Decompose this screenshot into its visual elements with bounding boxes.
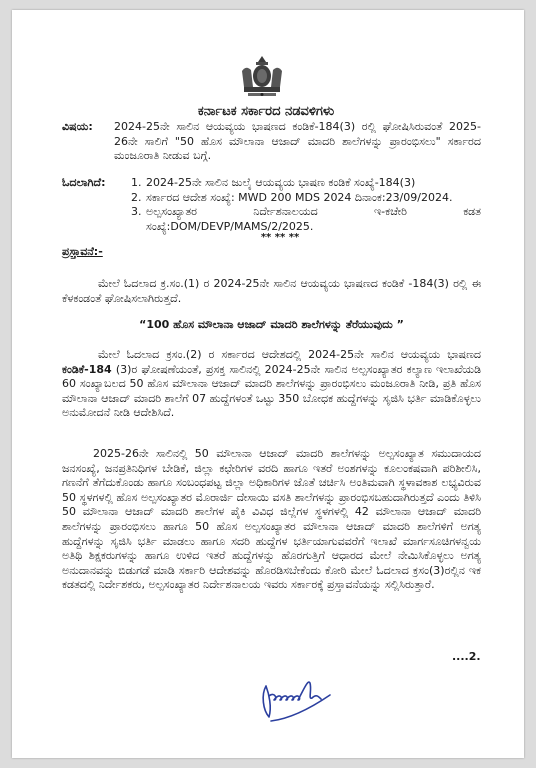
reference-text: ಅಲ್ಪಸಂಖ್ಯಾತರ ನಿರ್ದೇಶನಾಲಯದ ಇ-ಕಚೇರಿ ಕಡತ ಸಂಖ್ಯೆ:DOM/DEVP/MAMS/2/2025.: [146, 205, 481, 233]
government-emblem-icon: [237, 55, 287, 101]
announcement-quote: “100 ಹೊಸ ಮೌಲಾನಾ ಆಜಾದ್ ಮಾದರಿ ಶಾಲೆಗಳನ್ನು ತೆರೆಯುವುದು ”: [139, 318, 404, 331]
reference-text: ಸರ್ಕಾರದ ಆದೇಶ ಸಂಖ್ಯೆ: MWD 200 MDS 2024 ದಿನಾಂಕ:23/09/2024.: [146, 190, 453, 204]
paragraph-2-bold-text: ಕಂಡಿಕೆ-184: [62, 362, 112, 376]
reference-number: 2.: [131, 190, 142, 204]
references-list: [131, 176, 481, 234]
reference-text: 2024-25ನೇ ಸಾಲಿನ ಜುಲೈ ಆಯವ್ಯಯ ಭಾಷಣ ಕಂಡಿಕೆ ಸಂಖ್ಯೆ-184(3): [146, 176, 416, 189]
page-title: ಕರ್ನಾಟಕ ಸರ್ಕಾರದ ನಡವಳಿಗಳು: [197, 104, 335, 119]
read-label: ಓದಲಾಗಿದೆ:: [62, 176, 106, 189]
reference-number: 1.: [131, 176, 142, 189]
page-continuation-marker: ....2.: [452, 650, 481, 663]
document-page: [12, 10, 524, 758]
signature-icon: [248, 666, 334, 724]
subject-text: 2024-25ನೇ ಸಾಲಿನ ಆಯವ್ಯಯ ಭಾಷಣದ ಕಂಡಿಕೆ-184(3) ರಲ್ಲಿ ಘೋಷಿಸಿರುವಂತೆ 2025-26ನೇ ಸಾಲಿಗೆ "50 ಹೊಸ ಮೌಲಾನಾ ಆಜಾದ್ ಮಾದರಿ ಶಾಲೆಗಳನ್ನು ಪ್ರಾರಂಭಿಸಲು" ಸರ್ಕಾರದ ಮಂಜೂರಾತಿ ನೀಡುವ ಬಗ್ಗೆ.: [114, 120, 481, 163]
paragraph-2-text: ಮೇಲೆ ಓದಲಾದ ಕ್ರಸಂ.(2) ರ ಸರ್ಕಾರದ ಆದೇಶದಲ್ಲಿ 2024-25ನೇ ಸಾಲಿನ ಆಯವ್ಯಯ ಭಾಷಣದ: [98, 348, 481, 361]
subject-label: ವಿಷಯ:: [62, 120, 93, 133]
paragraph-3: 2025-26ನೇ ಸಾಲಿನಲ್ಲಿ 50 ಮೌಲಾನಾ ಆಜಾದ್ ಮಾದರಿ ಶಾಲೆಗಳನ್ನು ಅಲ್ಪಸಂಖ್ಯಾತ ಸಮುದಾಯದ ಜನಸಂಖ್ಯೆ, ಜನಪ್ರತಿನಿಧಿಗಳ ಬೇಡಿಕೆ, ಜಿಲ್ಲಾ ಕಛೇರಿಗಳ ವರದಿ ಹಾಗೂ ಇತರೆ ಅಂಶಗಳನ್ನು ಕೂಲಂಕಷವಾಗಿ ಪರಿಶೀಲಿಸಿ, ಗಣನೆಗೆ ತೆಗೆದುಕೊಂಡು ಹಾಗೂ ಸಂಬಂಧಪಟ್ಟ ಜಿಲ್ಲಾ ಅಧಿಕಾರಿಗಳ ಜೊತೆ ಚರ್ಚಿಸಿ ಅಂತಿಮವಾಗಿ ಸ್ಥಳಾವಕಾಶ ಲಭ್ಯವಿರುವ 50 ಸ್ಥಳಗಳಲ್ಲಿ ಹೊಸ ಅಲ್ಪಸಂಖ್ಯಾತರ ಮೊರಾರ್ಜಿ ದೇಸಾಯಿ ವಸತಿ ಶಾಲೆಗಳನ್ನು ಪ್ರಾರಂಭಿಸಬಹುದಾಗಿರುತ್ತದೆ ಎಂದು ತಿಳಿಸಿ 50 ಮೌಲಾನಾ ಆಜಾದ್ ಮಾದರಿ ಶಾಲೆಗಳ ಪೈಕಿ ವಿವಿಧ ಜಿಲ್ಲೆಗಳ ಸ್ಥಳಗಳಲ್ಲಿ 42 ಮೌಲಾನಾ ಆಜಾದ್ ಮಾದರಿ ಶಾಲೆಗಳನ್ನು ಪ್ರಾರಂಭಿಸಲು ಹಾಗೂ 50 ಹೊಸ ಅಲ್ಪಸಂಖ್ಯಾತರ ಮೌಲಾನಾ ಆಜಾದ್ ಮಾದರಿ ಶಾಲೆಗಳಿಗೆ ಅಗತ್ಯ ಹುದ್ದೆಗಳನ್ನು ಸೃಜಿಸಿ ಭರ್ತಿ ಮಾಡಲು ಹಾಗೂ ಸದರಿ ಹುದ್ದೆಗಳ ಭರ್ತಿಯಾಗುವವರೆಗೆ ಇಲಾಖೆ ಮಾರ್ಗಸೂಚಿಗಳನ್ವಯ ಅತಿಥಿ ಶಿಕ್ಷಕರುಗಳನ್ನು ಹಾಗೂ ಉಳಿದ ಇತರೆ ಹುದ್ದೆಗಳನ್ನು ಹೊರಗುತ್ತಿಗೆ ಆಧಾರದ ಮೇಲೆ ನೇಮಿಸಿಕೊಳ್ಳಲು ಅಗತ್ಯ ಅನುದಾನವನ್ನು ಬಿಡುಗಡೆ ಮಾಡಿ ಸರ್ಕಾರಿ ಆದೇಶವನ್ನು ಹೊರಡಿಸಬೇಕೆಂದು ಕೋರಿ ಮೇಲೆ ಓದಲಾದ ಕ್ರಸಂ(3)ರಲ್ಲಿನ ಇಕ ಕಡತದಲ್ಲಿ ನಿರ್ದೇಶಕರು, ಅಲ್ಪಸಂಖ್ಯಾತರ ನಿರ್ದೇಶನಾಲಯ ಇವರು ಸರ್ಕಾರಕ್ಕೆ ಪ್ರಸ್ತಾವನೆಯನ್ನು ಸಲ್ಲಿಸಿರುತ್ತಾರೆ.: [62, 447, 481, 592]
reference-item: [131, 205, 481, 234]
reference-item: [131, 176, 481, 191]
reference-item: [131, 191, 481, 206]
preamble-heading: ಪ್ರಸ್ತಾವನೆ:-: [62, 245, 103, 258]
section-separator: ** ** **: [260, 232, 300, 243]
paragraph-2-text-continued: (3)ರ ಘೋಷಣೆಯಂತೆ, ಪ್ರಸಕ್ತ ಸಾಲಿನಲ್ಲಿ 2024-25ನೇ ಸಾಲಿನ ಅಲ್ಪಸಂಖ್ಯಾತರ ಕಲ್ಯಾಣ ಇಲಾಖೆಯಡಿ 60 ಸಂಖ್ಯಾಬಲದ 50 ಹೊಸ ಮೌಲಾನಾ ಆಜಾದ್ ಮಾದರಿ ಶಾಲೆಗಳನ್ನು ಪ್ರಾರಂಭಿಸಲು ಮಂಜೂರಾತಿ ನೀಡಿ, ಪ್ರತಿ ಹೊಸ ಮೌಲಾನಾ ಆಜಾದ್ ಮಾದರಿ ಶಾಲೆಗೆ 07 ಹುದ್ದೆಗಳಂತೆ ಒಟ್ಟು 350 ಬೋಧಕ ಹುದ್ದೆಗಳನ್ನು ಸೃಜಿಸಿ ಭರ್ತಿ ಮಾಡಿಕೊಳ್ಳಲು ಅನುಮೋದನೆ ನೀಡಿ ಆದೇಶಿಸಿದೆ.: [62, 362, 481, 420]
paragraph-1: ಮೇಲೆ ಓದಲಾದ ಕ್ರ.ಸಂ.(1) ರ 2024-25ನೇ ಸಾಲಿನ ಆಯವ್ಯಯ ಭಾಷಣದ ಕಂಡಿಕೆ -184(3) ರಲ್ಲಿ ಈ ಕೆಳಕಂಡಂತೆ ಘೋಷಿಸಲಾಗಿರುತ್ತದೆ.: [62, 277, 481, 305]
reference-number: 3.: [131, 205, 142, 219]
paragraph-2: [62, 348, 481, 421]
